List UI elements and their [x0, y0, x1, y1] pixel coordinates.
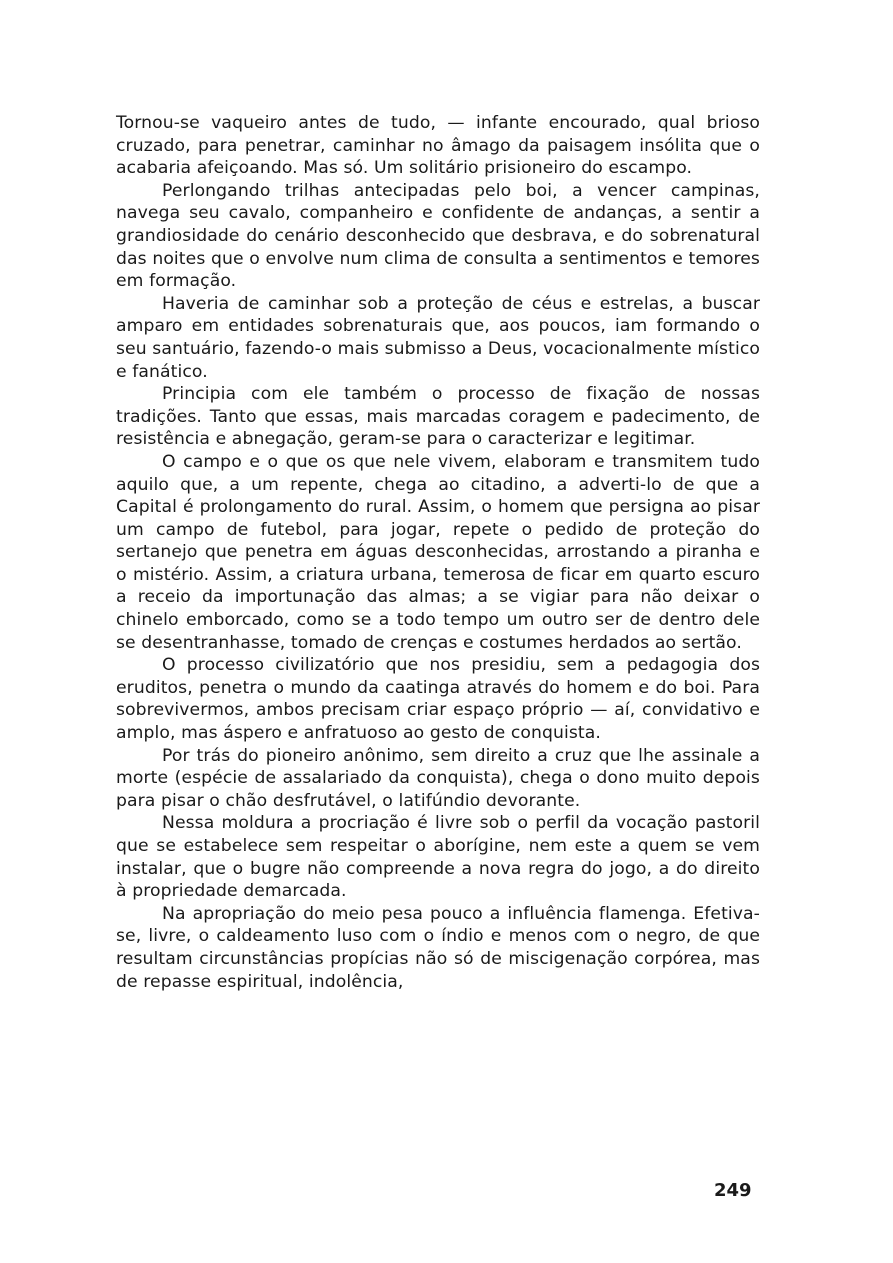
paragraph-9: Na apropriação do meio pesa pouco a influência flamenga. Efetiva-se, livre, o caldeamento luso com o índio e menos com o negro, de que resultam circunstâncias propícias não só de miscigenação corpórea, mas de repasse espiritual, indolência, [116, 903, 760, 992]
paragraph-5: O campo e o que os que nele vivem, elaboram e transmitem tudo aquilo que, a um repente, chega ao citadino, a adverti-lo de que a Capital é prolongamento do rural. Assim, o homem que persigna ao pisar um campo de futebol, para jogar, repete o pedido de proteção do sertanejo que penetra em águas desconhecidas, arrostando a piranha e o mistério. Assim, a criatura urbana, temerosa de ficar em quarto escuro a receio da importunação das almas; a se vigiar para não deixar o chinelo emborcado, como se a todo tempo um outro ser de dentro dele se desentranhasse, tomado de crenças e costumes herdados ao sertão. [116, 451, 760, 653]
body-text [116, 112, 760, 993]
paragraph-8: Nessa moldura a procriação é livre sob o perfil da vocação pastoril que se estabelece sem respeitar o aborígine, nem este a quem se vem instalar, que o bugre não compreende a nova regra do jogo, a do direito à propriedade demarcada. [116, 813, 760, 902]
paragraph-4: Principia com ele também o processo de fixação de nossas tradições. Tanto que essas, mais marcadas coragem e padecimento, de resistência e abnegação, geram-se para o caracterizar e legitimar. [116, 384, 760, 450]
paragraph-6: O processo civilizatório que nos presidiu, sem a pedagogia dos eruditos, penetra o mundo da caatinga através do homem e do boi. Para sobrevivermos, ambos precisam criar espaço próprio — aí, convidativo e amplo, mas áspero e anfratuoso ao gesto de conquista. [116, 655, 760, 744]
paragraph-2: Perlongando trilhas antecipadas pelo boi, a vencer campinas, navega seu cavalo, companheiro e confidente de andanças, a sentir a grandiosidade do cenário desconhecido que desbrava, e do sobrenatural das noites que o envolve num clima de consulta a sentimentos e temores em formação. [116, 180, 760, 292]
paragraph-7: Por trás do pioneiro anônimo, sem direito a cruz que lhe assinale a morte (espécie de assalariado da conquista), chega o dono muito depois para pisar o chão desfrutável, o latifúndio devorante. [116, 745, 760, 811]
paragraph-1: Tornou-se vaqueiro antes de tudo, — infante encourado, qual brioso cruzado, para penetrar, caminhar no âmago da paisagem insólita que o acabaria afeiçoando. Mas só. Um solitário prisioneiro do escampo. [116, 113, 760, 179]
page-number: 249 [714, 1180, 752, 1201]
paragraph-3: Haveria de caminhar sob a proteção de céus e estrelas, a buscar amparo em entidades sobrenaturais que, aos poucos, iam formando o seu santuário, fazendo-o mais submisso a Deus, vocacionalmente místico e fanático. [116, 293, 760, 382]
